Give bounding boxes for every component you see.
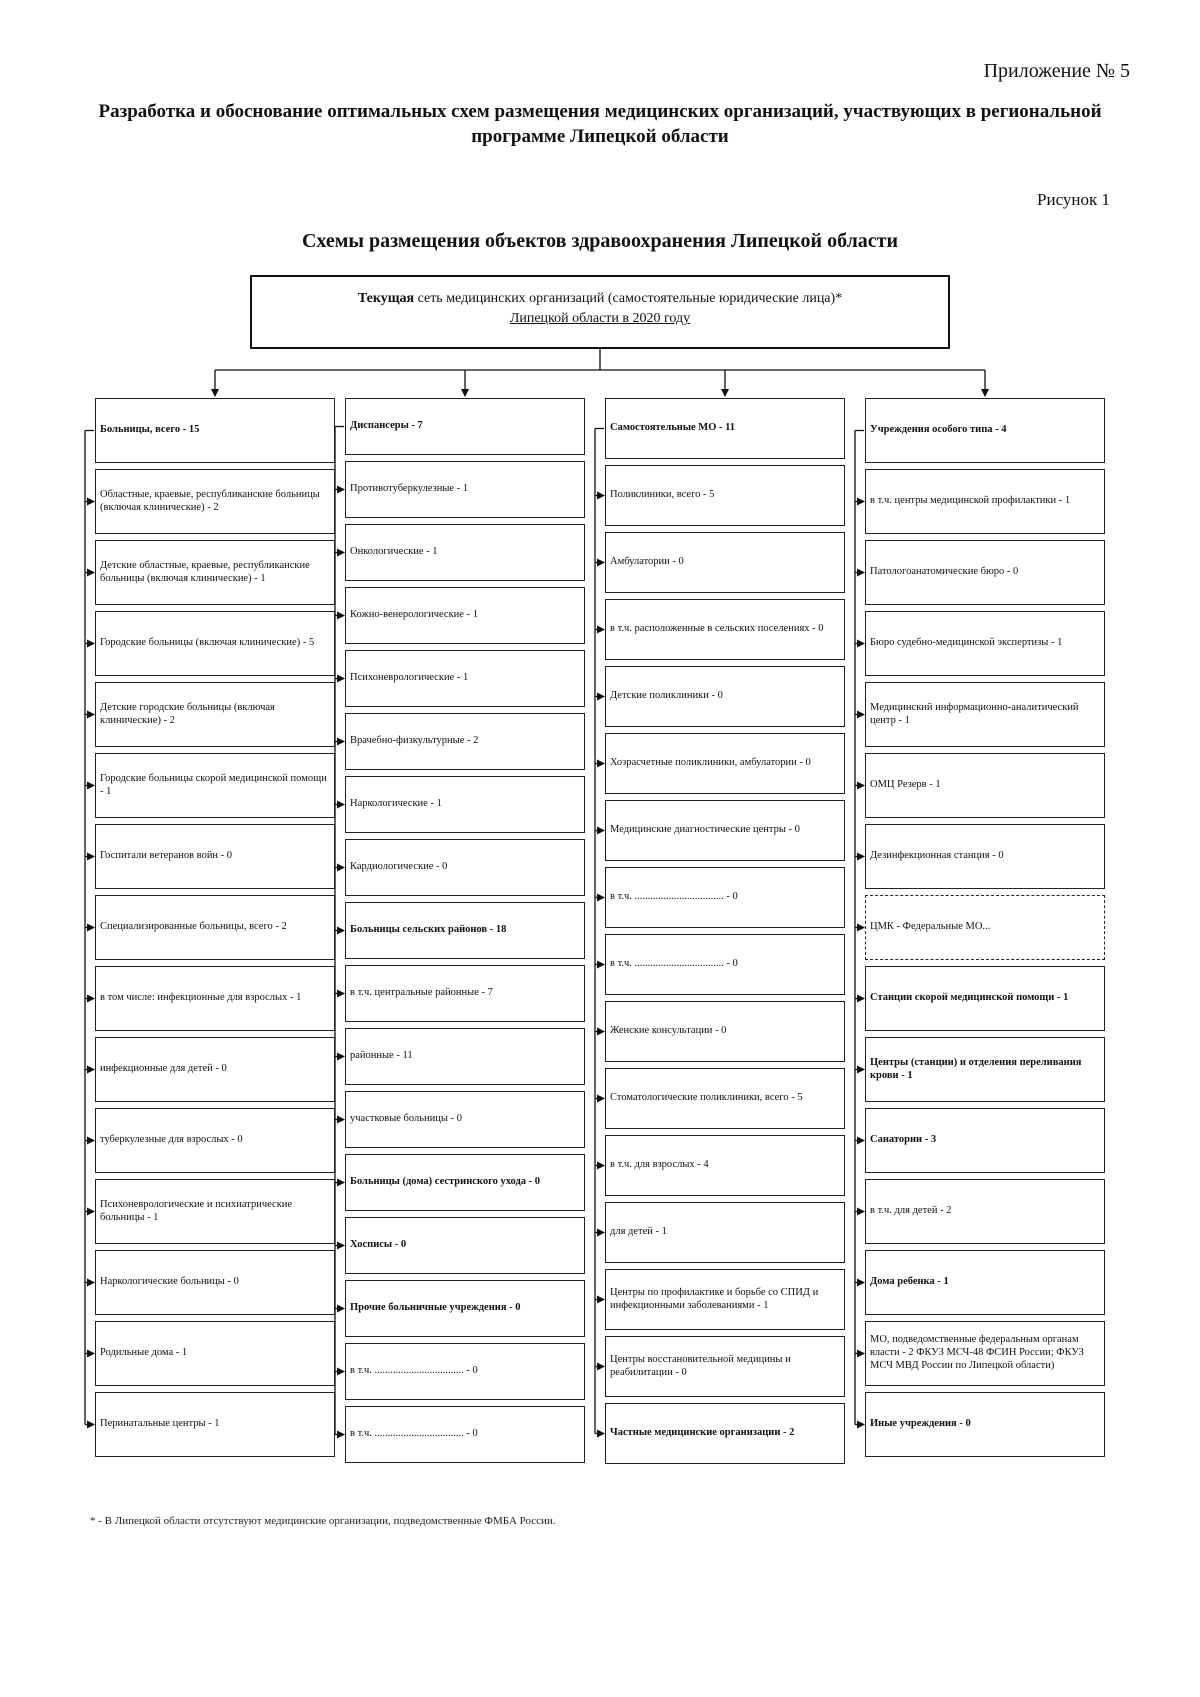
special-node xyxy=(865,1392,1105,1457)
dispensaries-node xyxy=(345,1028,585,1085)
special-node-label: Дома ребенка - 1 xyxy=(870,1276,949,1288)
scheme-title: Схемы размещения объектов здравоохранения Липецкой области xyxy=(301,230,899,252)
hospitals-node-label: Родильные дома - 1 xyxy=(100,1347,188,1359)
hospitals-node xyxy=(95,966,335,1031)
dispensaries-node-label: Больницы (дома) сестринского ухода - 0 xyxy=(350,1176,541,1188)
dispensaries-node-label: Кожно-венерологические - 1 xyxy=(350,609,478,621)
dispensaries-node xyxy=(345,839,585,896)
special-node xyxy=(865,1250,1105,1315)
special-node xyxy=(865,398,1105,463)
dispensaries-node-label: районные - 11 xyxy=(350,1050,413,1062)
special-node-label: Центры (станции) и отделения переливания крови - 1 xyxy=(870,1056,1082,1081)
hospitals-node-label: Специализированные больницы, всего - 2 xyxy=(100,921,287,933)
hospitals-node-label: Городские больницы скорой медицинской помощи - 1 xyxy=(100,772,327,797)
dispensaries-node xyxy=(345,965,585,1022)
hospitals-node xyxy=(95,824,335,889)
special-node xyxy=(865,1179,1105,1244)
special-node xyxy=(865,1037,1105,1102)
special-node-label: в т.ч. для детей - 2 xyxy=(870,1205,952,1217)
dispensaries-node xyxy=(345,524,585,581)
special-node-label: Санатории - 3 xyxy=(870,1134,937,1146)
independent-node xyxy=(605,599,845,660)
hospitals-node xyxy=(95,1250,335,1315)
dispensaries-node-label: Онкологические - 1 xyxy=(350,546,438,558)
independent-node xyxy=(605,398,845,459)
dispensaries-node-label: Прочие больничные учреждения - 0 xyxy=(350,1302,521,1314)
special-node-label: Иные учреждения - 0 xyxy=(870,1418,971,1430)
figure-label: Рисунок 1 xyxy=(1037,190,1110,209)
independent-node-label: в т.ч. для взрослых - 4 xyxy=(610,1159,709,1171)
hospitals-node xyxy=(95,1321,335,1386)
dispensaries-node xyxy=(345,1406,585,1463)
independent-node xyxy=(605,1269,845,1330)
hospitals-node-label: Больницы, всего - 15 xyxy=(100,424,200,436)
independent-node xyxy=(605,1001,845,1062)
dispensaries-node xyxy=(345,902,585,959)
root-lead: Текущая xyxy=(357,291,415,306)
special-node xyxy=(865,682,1105,747)
independent-node-label: Частные медицинские организации - 2 xyxy=(610,1427,795,1439)
dispensaries-node-label: в т.ч. .................................. - 0 xyxy=(350,1365,478,1377)
special-node xyxy=(865,469,1105,534)
dispensaries-node-label: Больницы сельских районов - 18 xyxy=(350,924,507,936)
independent-node xyxy=(605,867,845,928)
independent-node-label: в т.ч. .................................. - 0 xyxy=(610,958,738,970)
special-node-label: Патологоанатомические бюро - 0 xyxy=(870,566,1019,578)
dispensaries-node xyxy=(345,1217,585,1274)
special-node-label: Дезинфекционная станция - 0 xyxy=(870,850,1004,862)
hospitals-node xyxy=(95,611,335,676)
hospitals-node xyxy=(95,1108,335,1173)
hospitals-node-label: Наркологические больницы - 0 xyxy=(100,1276,239,1288)
hospitals-node-label: Психоневрологические и психиатрические больницы - 1 xyxy=(100,1198,293,1223)
hospitals-node xyxy=(95,1179,335,1244)
special-node-label: ЦМК - Федеральные МО... xyxy=(870,921,991,933)
dispensaries-node-label: участковые больницы - 0 xyxy=(350,1113,462,1125)
hospitals-node xyxy=(95,1037,335,1102)
hospitals-node-label: инфекционные для детей - 0 xyxy=(100,1063,227,1075)
hospitals-node xyxy=(95,895,335,960)
independent-node-label: Женские консультации - 0 xyxy=(610,1025,727,1037)
hospitals-node-label: Детские городские больницы (включая клинические) - 2 xyxy=(100,701,275,726)
special-node-label: Учреждения особого типа - 4 xyxy=(870,424,1007,436)
hospitals-node xyxy=(95,398,335,463)
hospitals-node xyxy=(95,1392,335,1457)
special-node xyxy=(865,611,1105,676)
independent-node-label: для детей - 1 xyxy=(610,1226,667,1238)
independent-node xyxy=(605,800,845,861)
appendix-label: Приложение № 5 xyxy=(983,60,1130,82)
special-node-label: в т.ч. центры медицинской профилактики - 1 xyxy=(870,495,1071,507)
footnote: * - В Липецкой области отсутствуют медицинские организации, подведомственные ФМБА России. xyxy=(90,1515,556,1527)
special-node-label: Станции скорой медицинской помощи - 1 xyxy=(870,992,1069,1004)
dispensaries-node xyxy=(345,1343,585,1400)
independent-node-label: Хозрасчетные поликлиники, амбулатории - 0 xyxy=(610,757,811,769)
hospitals-node xyxy=(95,469,335,534)
hospitals-node-label: туберкулезные для взрослых - 0 xyxy=(100,1134,243,1146)
document-title: Разработка и обоснование оптимальных схем размещения медицинских организаций, участвующих в региональной программе Липецкой области xyxy=(98,101,1102,147)
hospitals-node xyxy=(95,682,335,747)
hospitals-node-label: Городские больницы (включая клинические) - 5 xyxy=(100,637,315,649)
independent-node-label: в т.ч. .................................. - 0 xyxy=(610,891,738,903)
dispensaries-node-label: Диспансеры - 7 xyxy=(350,420,423,432)
independent-node-label: Центры восстановительной медицины и реабилитации - 0 xyxy=(610,1353,791,1378)
special-node xyxy=(865,895,1105,960)
independent-node xyxy=(605,1202,845,1263)
dispensaries-node-label: Наркологические - 1 xyxy=(350,798,442,810)
dispensaries-node xyxy=(345,713,585,770)
hospitals-node-label: Госпитали ветеранов войн - 0 xyxy=(100,850,233,862)
independent-node-label: Амбулатории - 0 xyxy=(610,556,684,568)
hospitals-node-label: в том числе: инфекционные для взрослых - 1 xyxy=(100,992,302,1004)
dispensaries-node-label: Психоневрологические - 1 xyxy=(350,672,469,684)
dispensaries-node xyxy=(345,398,585,455)
root-year: Липецкой области в 2020 году xyxy=(509,311,691,327)
independent-node xyxy=(605,465,845,526)
independent-node xyxy=(605,532,845,593)
dispensaries-node-label: Хосписы - 0 xyxy=(350,1239,407,1251)
special-node-label: МО, подведомственные федеральным органам власти - 2 ФКУЗ МСЧ-48 ФСИН России; ФКУЗ МСЧ МВД России по Липецкой области) xyxy=(870,1334,1084,1371)
root-text: сеть медицинских организаций (самостоятельные юридические лица)* xyxy=(417,291,843,306)
special-node-label: Медицинский информационно-аналитический центр - 1 xyxy=(870,701,1079,726)
independent-node-label: Центры по профилактике и борьбе со СПИД и инфекционными заболеваниями - 1 xyxy=(610,1286,819,1311)
dispensaries-node-label: в т.ч. центральные районные - 7 xyxy=(350,987,493,999)
independent-node xyxy=(605,666,845,727)
special-node xyxy=(865,540,1105,605)
special-node-label: Бюро судебно-медицинской экспертизы - 1 xyxy=(870,637,1063,649)
special-node xyxy=(865,753,1105,818)
independent-node xyxy=(605,1403,845,1464)
dispensaries-node xyxy=(345,461,585,518)
hospitals-node-label: Детские областные, краевые, республиканские больницы (включая клинические) - 1 xyxy=(100,559,310,584)
special-node xyxy=(865,824,1105,889)
hospitals-node-label: Перинатальные центры - 1 xyxy=(100,1418,220,1430)
hospitals-node xyxy=(95,540,335,605)
independent-node-label: Медицинские диагностические центры - 0 xyxy=(610,824,800,836)
hospitals-node xyxy=(95,753,335,818)
independent-node-label: в т.ч. расположенные в сельских поселениях - 0 xyxy=(610,623,824,635)
dispensaries-node-label: в т.ч. .................................. - 0 xyxy=(350,1428,478,1440)
independent-node xyxy=(605,1068,845,1129)
dispensaries-node xyxy=(345,776,585,833)
special-node xyxy=(865,1108,1105,1173)
independent-node xyxy=(605,934,845,995)
dispensaries-node xyxy=(345,650,585,707)
dispensaries-node xyxy=(345,587,585,644)
dispensaries-node xyxy=(345,1280,585,1337)
dispensaries-node-label: Кардиологические - 0 xyxy=(350,861,448,873)
independent-node xyxy=(605,1135,845,1196)
independent-node-label: Детские поликлиники - 0 xyxy=(610,690,723,702)
dispensaries-node xyxy=(345,1091,585,1148)
special-node xyxy=(865,1321,1105,1386)
hospitals-node-label: Областные, краевые, республиканские больницы (включая клинические) - 2 xyxy=(100,488,320,513)
independent-node xyxy=(605,1336,845,1397)
special-node xyxy=(865,966,1105,1031)
dispensaries-node-label: Противотуберкулезные - 1 xyxy=(350,483,469,495)
dispensaries-node-label: Врачебно-физкультурные - 2 xyxy=(350,735,479,747)
independent-node-label: Поликлиники, всего - 5 xyxy=(610,489,715,501)
independent-node-label: Стоматологические поликлиники, всего - 5 xyxy=(610,1092,803,1104)
special-node-label: ОМЦ Резерв - 1 xyxy=(870,779,941,791)
independent-node-label: Самостоятельные МО - 11 xyxy=(610,422,736,434)
dispensaries-node xyxy=(345,1154,585,1211)
independent-node xyxy=(605,733,845,794)
